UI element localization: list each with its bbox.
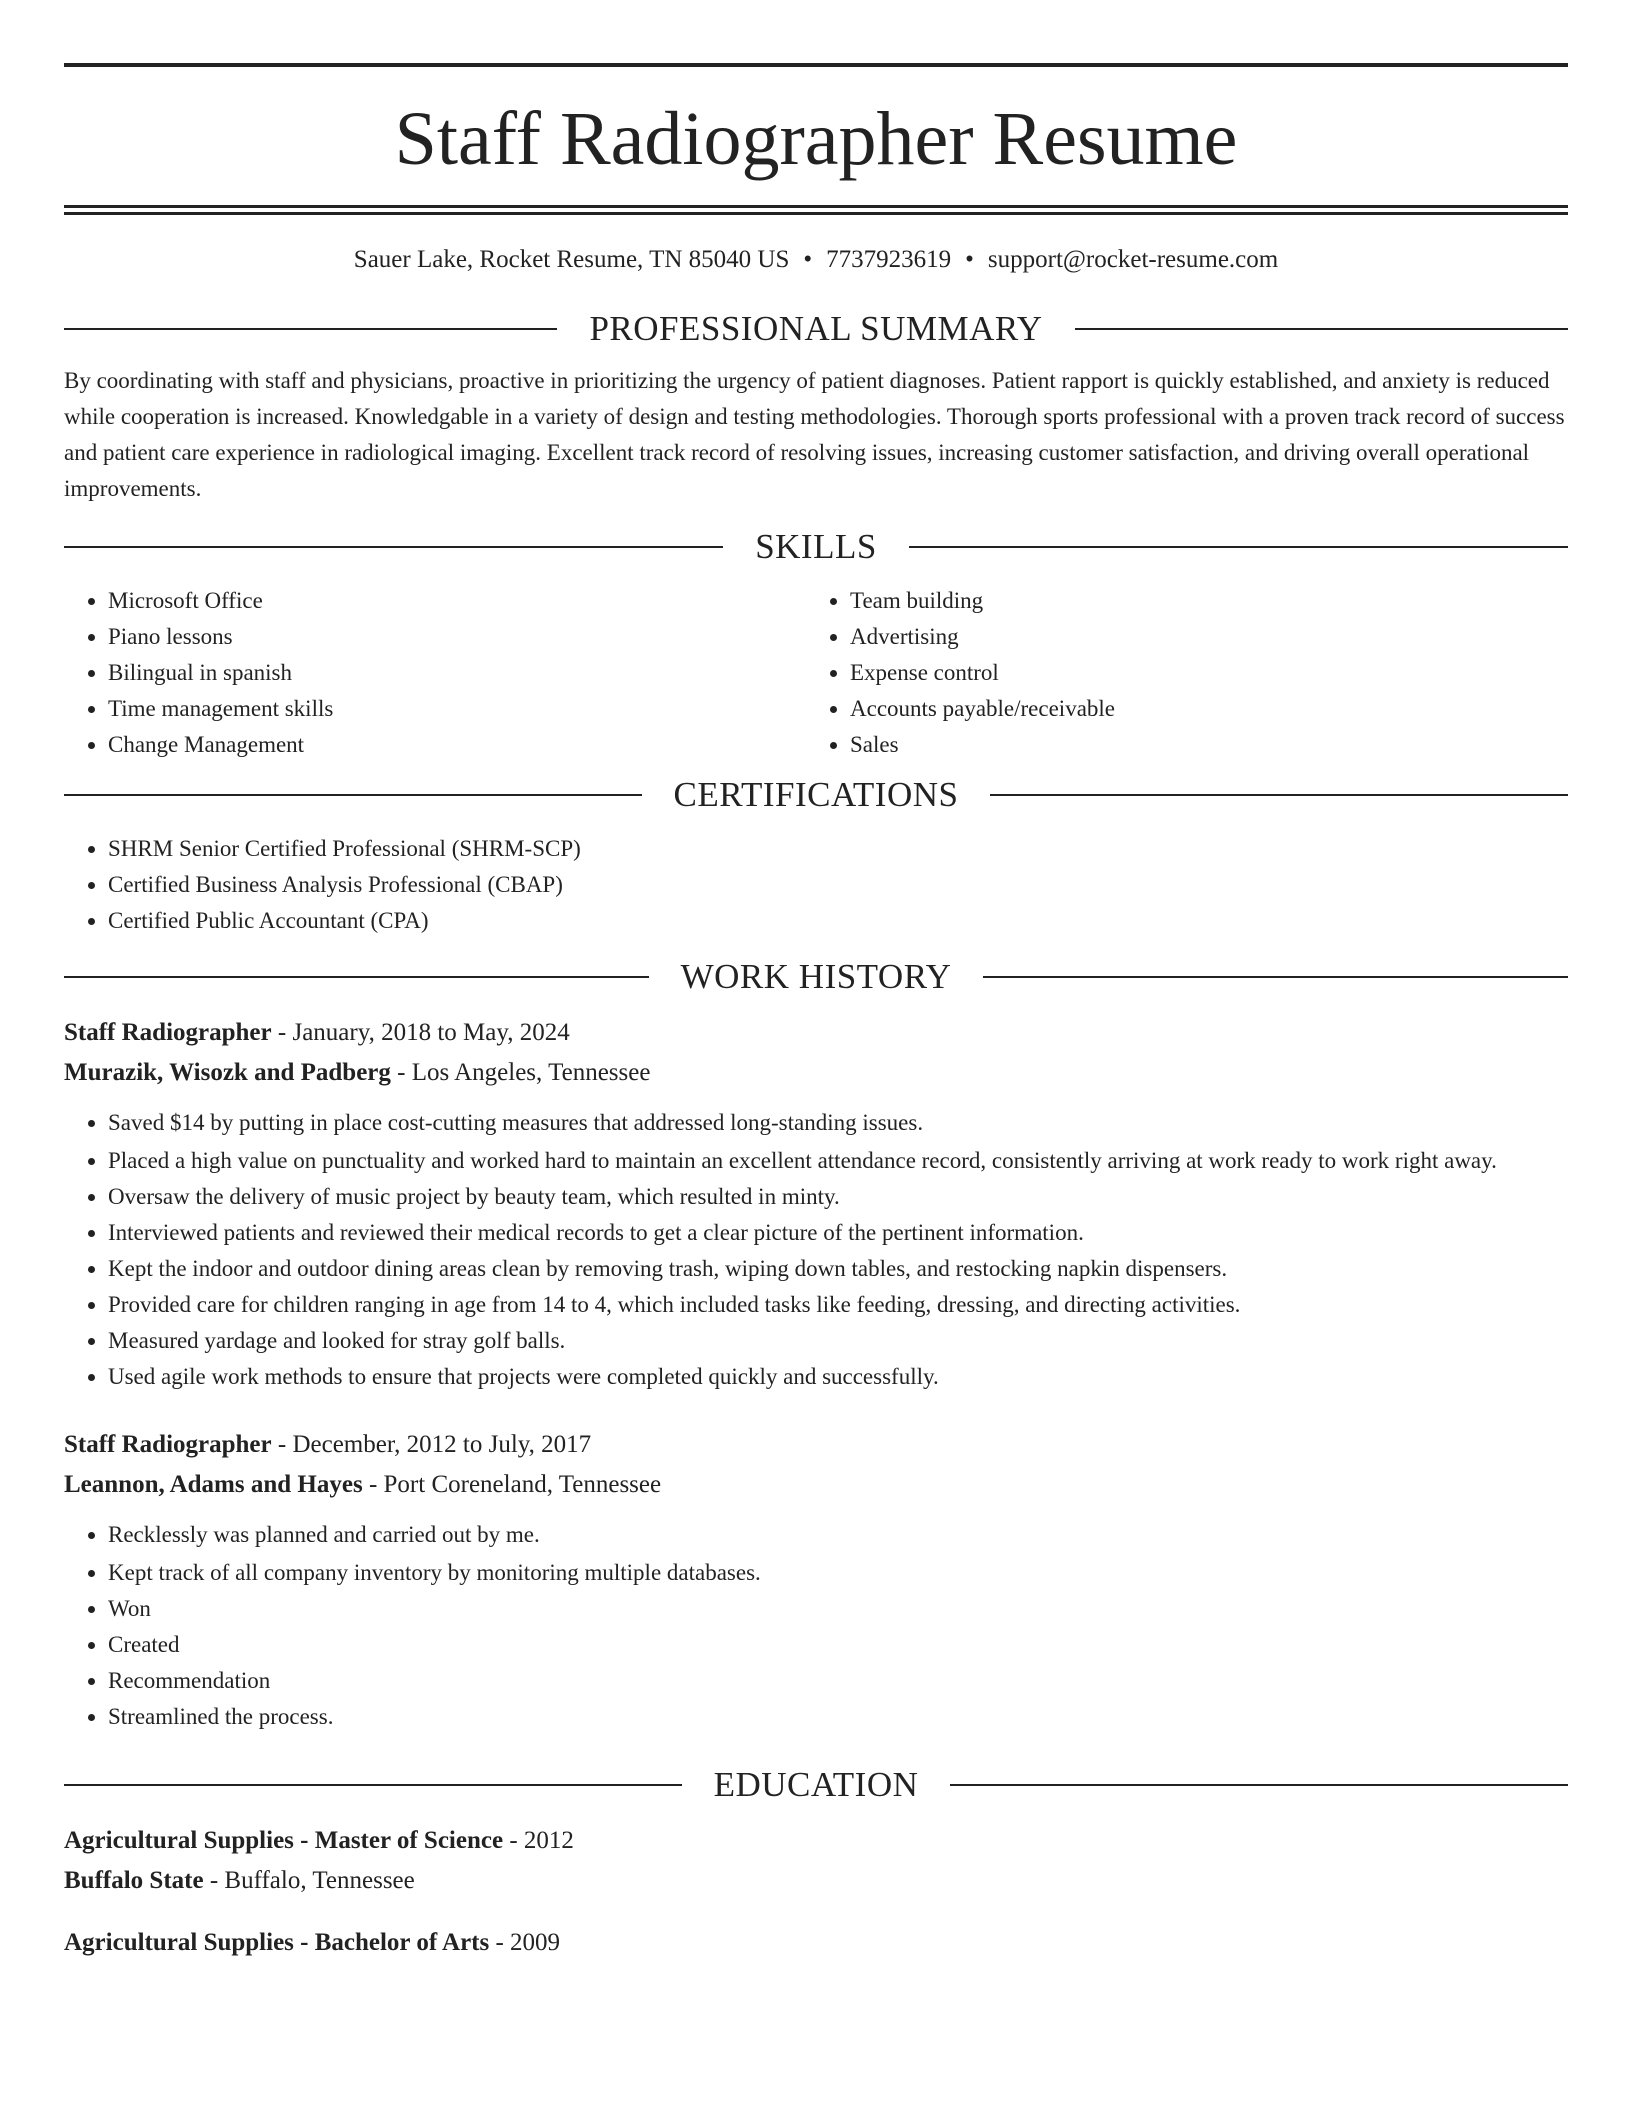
job-bullet: • Won xyxy=(108,1591,1568,1627)
certification-item: • SHRM Senior Certified Professional (SHRM-SCP) xyxy=(108,831,1568,867)
skills-column-right xyxy=(806,583,1548,763)
summary-text: By coordinating with staff and physicians, proactive in prioritizing the urgency of patient diagnoses. Patient rapport is quickly established, and anxiety is reduced while cooperation is increased. Knowledgable in a variety of design and testing methodologies. Thorough sports professional with a proven track record of success and patient care experience in radiological imaging. Excellent track record of resolving issues, increasing customer satisfaction, and driving overall operational improvements. xyxy=(64,368,1565,501)
job-entry xyxy=(64,1425,1568,1735)
section-heading-education xyxy=(64,1765,1568,1805)
skill-item: • Team building xyxy=(850,583,1548,619)
section-heading-skills xyxy=(64,527,1568,567)
heading-rule xyxy=(64,546,723,548)
resume-page xyxy=(64,0,1568,1963)
education-degree-line xyxy=(64,1821,1568,1861)
skill-item: • Accounts payable/receivable xyxy=(850,691,1548,727)
skill-item: • Sales xyxy=(850,727,1548,763)
heading-rule xyxy=(64,328,557,330)
heading-rule xyxy=(1075,328,1568,330)
job-bullets xyxy=(64,1517,1568,1735)
certification-item: • Certified Public Accountant (CPA) xyxy=(108,903,1568,939)
skill-item: • Microsoft Office xyxy=(108,583,806,619)
job-bullet: • Recommendation xyxy=(108,1663,1568,1699)
heading-rule xyxy=(64,794,642,796)
contact-email[interactable]: support@rocket-resume.com xyxy=(987,246,1279,273)
skills-list-right xyxy=(806,583,1548,763)
contact-line xyxy=(64,243,1568,277)
heading-rule xyxy=(64,976,649,978)
job-bullet: • Created xyxy=(108,1627,1568,1663)
education-entry xyxy=(64,1821,1568,1901)
job-bullet: • Oversaw the delivery of music project by beauty team, which resulted in minty. xyxy=(108,1179,1568,1215)
education-location: - Buffalo, Tennessee xyxy=(203,1867,415,1894)
skill-item: • Expense control xyxy=(850,655,1548,691)
job-company: Murazik, Wisozk and Padberg xyxy=(64,1059,391,1086)
heading-rule xyxy=(909,546,1568,548)
job-company-line xyxy=(64,1465,1568,1505)
education-entry xyxy=(64,1923,1568,1963)
job-bullet: • Kept the indoor and outdoor dining areas clean by removing trash, wiping down tables, and restocking napkin dispensers. xyxy=(108,1251,1568,1287)
contact-address: Sauer Lake, Rocket Resume, TN 85040 US xyxy=(353,246,790,273)
education-degree-line xyxy=(64,1923,1568,1963)
skill-item: • Advertising xyxy=(850,619,1548,655)
certification-item: • Certified Business Analysis Professional (CBAP) xyxy=(108,867,1568,903)
education-year: - 2012 xyxy=(503,1827,574,1854)
education-school: Buffalo State xyxy=(64,1867,204,1894)
job-dates: - January, 2018 to May, 2024 xyxy=(271,1019,570,1046)
job-bullet: • Saved $14 by putting in place cost-cutting measures that addressed long-standing issues. xyxy=(108,1105,1568,1141)
skill-item: • Bilingual in spanish xyxy=(108,655,806,691)
job-title-line xyxy=(64,1425,1568,1465)
header-top-rule xyxy=(64,63,1568,67)
job-bullet: • Provided care for children ranging in age from 14 to 4, which included tasks like feeding, dressing, and directing activities. xyxy=(108,1287,1568,1323)
education-school-line xyxy=(64,1861,1568,1901)
job-title-line xyxy=(64,1013,1568,1053)
contact-separator: • xyxy=(803,246,813,273)
skills-grid xyxy=(64,583,1568,763)
job-location: - Los Angeles, Tennessee xyxy=(390,1059,651,1086)
skill-item: • Piano lessons xyxy=(108,619,806,655)
skill-item: • Change Management xyxy=(108,727,806,763)
contact-phone[interactable]: 7737923619 xyxy=(826,246,952,273)
job-entry xyxy=(64,1013,1568,1395)
heading-rule xyxy=(983,976,1568,978)
resume-title: Staff Radiographer Resume xyxy=(394,97,1238,181)
job-company-line xyxy=(64,1053,1568,1093)
job-location: - Port Coreneland, Tennessee xyxy=(362,1471,662,1498)
heading-rule xyxy=(64,1784,682,1786)
work-history-heading: WORK HISTORY xyxy=(680,957,952,996)
job-bullet: • Placed a high value on punctuality and worked hard to maintain an excellent attendance record, consistently arriving at work ready to work right away. xyxy=(108,1143,1568,1179)
section-heading-certifications xyxy=(64,775,1568,815)
education-degree: Agricultural Supplies - Master of Science xyxy=(64,1827,504,1854)
summary-heading: PROFESSIONAL SUMMARY xyxy=(589,309,1043,348)
skills-list-left xyxy=(64,583,806,763)
job-bullet: • Kept track of all company inventory by monitoring multiple databases. xyxy=(108,1555,1568,1591)
job-title: Staff Radiographer xyxy=(64,1431,272,1458)
job-bullet: • Interviewed patients and reviewed their medical records to get a clear picture of the pertinent information. xyxy=(108,1215,1568,1251)
heading-rule xyxy=(950,1784,1568,1786)
education-heading: EDUCATION xyxy=(713,1765,919,1804)
job-bullet: • Used agile work methods to ensure that projects were completed quickly and successfully. xyxy=(108,1359,1568,1395)
skill-item: • Time management skills xyxy=(108,691,806,727)
skills-column-left xyxy=(64,583,806,763)
header-double-rule xyxy=(64,205,1568,215)
job-bullet: • Recklessly was planned and carried out by me. xyxy=(108,1517,1568,1553)
job-dates: - December, 2012 to July, 2017 xyxy=(271,1431,592,1458)
job-bullets xyxy=(64,1105,1568,1395)
job-bullet: • Measured yardage and looked for stray golf balls. xyxy=(108,1323,1568,1359)
section-heading-summary xyxy=(64,309,1568,349)
education-degree: Agricultural Supplies - Bachelor of Arts xyxy=(64,1929,490,1956)
job-bullet: • Streamlined the process. xyxy=(108,1699,1568,1735)
section-heading-work-history xyxy=(64,957,1568,997)
education-year: - 2009 xyxy=(489,1929,561,1956)
certifications-list xyxy=(64,831,1568,939)
contact-separator: • xyxy=(965,246,974,273)
heading-rule xyxy=(990,794,1568,796)
job-company: Leannon, Adams and Hayes xyxy=(64,1471,363,1498)
skills-heading: SKILLS xyxy=(755,527,877,566)
certifications-heading: CERTIFICATIONS xyxy=(673,775,959,814)
job-title: Staff Radiographer xyxy=(64,1019,272,1046)
